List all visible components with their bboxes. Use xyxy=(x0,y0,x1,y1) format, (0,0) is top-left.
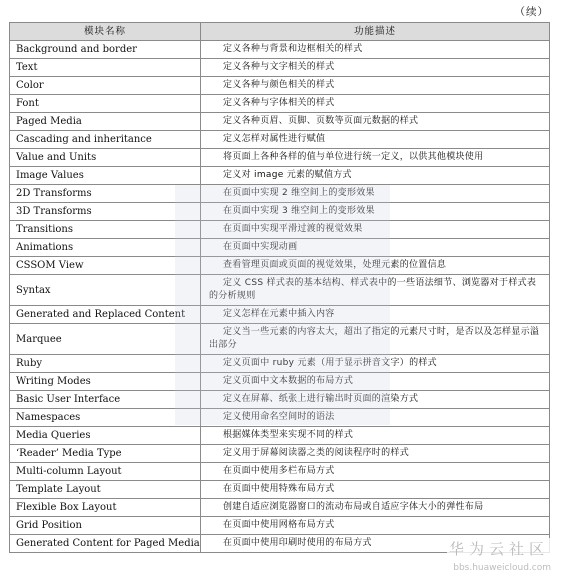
module-description-cell: 定义对 image 元素的赋值方式 xyxy=(201,167,550,185)
module-description-cell: 定义各种与背景和边框相关的样式 xyxy=(201,41,550,59)
module-description-cell: 定义各种与文字相关的样式 xyxy=(201,59,550,77)
module-name-cell: Value and Units xyxy=(10,149,201,167)
module-name-cell: Animations xyxy=(10,239,201,257)
module-name-cell: Generated Content for Paged Media xyxy=(10,535,201,553)
module-name-cell: Transitions xyxy=(10,221,201,239)
table-row xyxy=(10,324,550,355)
module-name-cell: CSSOM View xyxy=(10,257,201,275)
table-row xyxy=(10,95,550,113)
table-row xyxy=(10,275,550,306)
module-name-cell: Template Layout xyxy=(10,481,201,499)
module-name-cell: Namespaces xyxy=(10,409,201,427)
module-name-cell: Writing Modes xyxy=(10,373,201,391)
module-description-cell: 将页面上各种各样的值与单位进行统一定义，以供其他模块使用 xyxy=(201,149,550,167)
module-description-cell: 定义使用命名空间时的语法 xyxy=(201,409,550,427)
module-name-cell: Basic User Interface xyxy=(10,391,201,409)
module-description-cell: 根据媒体类型来实现不同的样式 xyxy=(201,427,550,445)
table-row xyxy=(10,41,550,59)
module-description-cell: 在页面中实现 3 维空间上的变形效果 xyxy=(201,203,550,221)
module-description-cell: 定义怎样对属性进行赋值 xyxy=(201,131,550,149)
table-row xyxy=(10,445,550,463)
table-row xyxy=(10,113,550,131)
module-description-cell: 定义页面中文本数据的布局方式 xyxy=(201,373,550,391)
header-module-name: 模块名称 xyxy=(10,23,201,41)
module-name-cell: Font xyxy=(10,95,201,113)
table-row xyxy=(10,463,550,481)
module-description-cell: 在页面中使用印刷时使用的布局方式 xyxy=(201,535,550,553)
css3-modules-table xyxy=(9,22,550,553)
module-name-cell: Color xyxy=(10,77,201,95)
module-name-cell: Paged Media xyxy=(10,113,201,131)
module-description-cell: 查看管理页面或页面的视觉效果，处理元素的位置信息 xyxy=(201,257,550,275)
module-description-cell: 定义怎样在元素中插入内容 xyxy=(201,306,550,324)
css3-modules-table-wrapper xyxy=(9,22,549,553)
table-header-row xyxy=(10,23,550,41)
table-row xyxy=(10,239,550,257)
module-description-cell: 定义当一些元素的内容太大，超出了指定的元素尺寸时，是否以及怎样显示溢出部分 xyxy=(201,324,550,355)
table-row xyxy=(10,167,550,185)
module-description-cell: 定义在屏幕、纸张上进行输出时页面的渲染方式 xyxy=(201,391,550,409)
module-name-cell: Syntax xyxy=(10,275,201,306)
module-name-cell: Marquee xyxy=(10,324,201,355)
watermark-url: bbs.huaweicloud.com xyxy=(453,563,551,573)
table-row xyxy=(10,185,550,203)
table-row xyxy=(10,306,550,324)
module-name-cell: Background and border xyxy=(10,41,201,59)
table-row xyxy=(10,203,550,221)
table-row xyxy=(10,373,550,391)
module-name-cell: 2D Transforms xyxy=(10,185,201,203)
module-name-cell: Generated and Replaced Content xyxy=(10,306,201,324)
module-description-cell: 定义页面中 ruby 元素（用于显示拼音文字）的样式 xyxy=(201,355,550,373)
module-description-cell: 定义 CSS 样式表的基本结构、样式表中的一些语法细节、浏览器对于样式表的分析规则 xyxy=(201,275,550,306)
table-row xyxy=(10,131,550,149)
module-description-cell: 定义各种页眉、页脚、页数等页面元数据的样式 xyxy=(201,113,550,131)
module-description-cell: 在页面中使用网格布局方式 xyxy=(201,517,550,535)
table-row xyxy=(10,481,550,499)
table-row xyxy=(10,221,550,239)
module-description-cell: 定义各种与颜色相关的样式 xyxy=(201,77,550,95)
module-description-cell: 在页面中实现 2 维空间上的变形效果 xyxy=(201,185,550,203)
module-description-cell: 在页面中实现动画 xyxy=(201,239,550,257)
table-row xyxy=(10,427,550,445)
module-name-cell: Cascading and inheritance xyxy=(10,131,201,149)
module-name-cell: ‘Reader’ Media Type xyxy=(10,445,201,463)
module-name-cell: Flexible Box Layout xyxy=(10,499,201,517)
table-row xyxy=(10,149,550,167)
table-row xyxy=(10,409,550,427)
module-name-cell: Grid Position xyxy=(10,517,201,535)
module-name-cell: Ruby xyxy=(10,355,201,373)
module-name-cell: Text xyxy=(10,59,201,77)
module-name-cell: 3D Transforms xyxy=(10,203,201,221)
module-name-cell: Media Queries xyxy=(10,427,201,445)
module-description-cell: 在页面中使用多栏布局方式 xyxy=(201,463,550,481)
header-description: 功能描述 xyxy=(201,23,550,41)
table-body xyxy=(10,41,550,553)
module-name-cell: Multi-column Layout xyxy=(10,463,201,481)
table-row xyxy=(10,355,550,373)
module-description-cell: 创建自适应浏览器窗口的流动布局或自适应字体大小的弹性布局 xyxy=(201,499,550,517)
module-description-cell: 在页面中使用特殊布局方式 xyxy=(201,481,550,499)
module-name-cell: Image Values xyxy=(10,167,201,185)
watermark-brand: 华为云社区 xyxy=(448,540,549,558)
table-row xyxy=(10,517,550,535)
module-description-cell: 定义用于屏幕阅读器之类的阅读程序时的样式 xyxy=(201,445,550,463)
continued-label: （续） xyxy=(514,6,549,18)
module-description-cell: 定义各种与字体相关的样式 xyxy=(201,95,550,113)
table-row xyxy=(10,499,550,517)
table-row xyxy=(10,77,550,95)
table-row xyxy=(10,257,550,275)
module-description-cell: 在页面中实现平滑过渡的视觉效果 xyxy=(201,221,550,239)
table-row xyxy=(10,59,550,77)
table-row xyxy=(10,391,550,409)
